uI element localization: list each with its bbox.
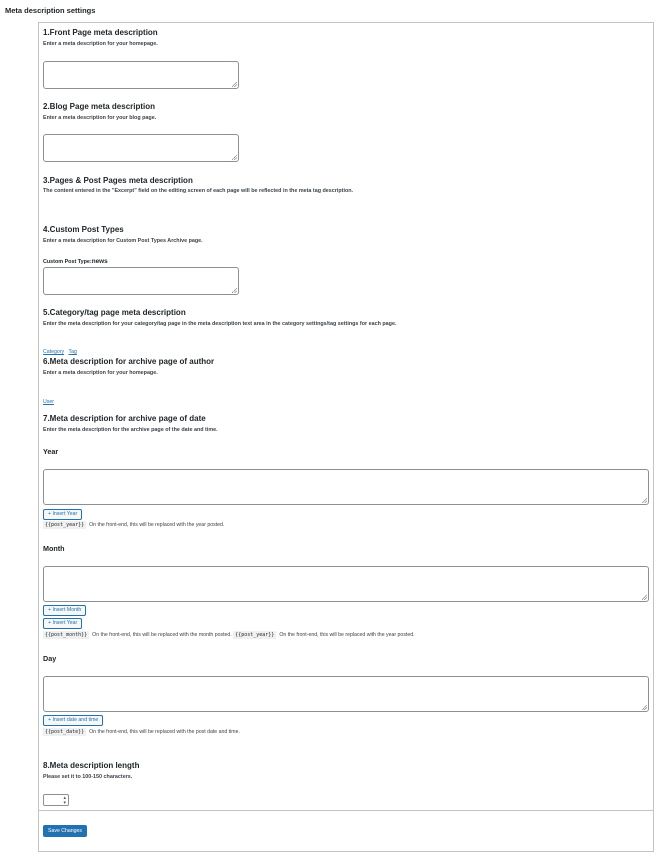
length-desc: Please set it to 100-150 characters.: [43, 774, 133, 780]
pages-posts-title: 3.Pages & Post Pages meta description: [43, 176, 193, 185]
month-year-tag: {{post_year}}: [235, 632, 275, 638]
day-label: Day: [43, 654, 57, 663]
author-desc: Enter a meta description for your homepage.: [43, 370, 158, 376]
save-changes-button[interactable]: Save Changes: [43, 825, 87, 837]
month-note-text: On the front-end, this will be replaced with the month posted.: [92, 632, 232, 638]
year-note: [43, 522, 224, 528]
insert-year-button[interactable]: + Insert Year: [43, 509, 82, 520]
front-page-desc: Enter a meta description for your homepage.: [43, 41, 158, 47]
tag-link[interactable]: Tag: [68, 349, 77, 355]
insert-month-button[interactable]: + Insert Month: [43, 605, 86, 616]
custom-post-label-name: news: [91, 258, 108, 265]
insert-month-year-button[interactable]: + Insert Year: [43, 618, 82, 629]
settings-form: [39, 23, 653, 811]
month-note: [43, 632, 415, 638]
custom-post-title: 4.Custom Post Types: [43, 225, 124, 234]
pages-posts-desc: The content entered in the "Excerpt" field on the editing screen of each page will be reflected in the meta tag description.: [43, 188, 354, 194]
custom-post-textarea[interactable]: [43, 267, 239, 295]
year-textarea[interactable]: [43, 469, 649, 505]
author-title: 6.Meta description for archive page of author: [43, 357, 215, 366]
custom-post-label-prefix: Custom Post Type:: [43, 259, 92, 265]
date-tag: {{post_date}}: [45, 729, 85, 735]
month-textarea[interactable]: [43, 566, 649, 602]
length-number-input[interactable]: [43, 794, 69, 806]
front-page-textarea[interactable]: [43, 61, 239, 89]
month-year-note-text: On the front-end, this will be replaced with the year posted.: [279, 632, 415, 638]
front-page-title: 1.Front Page meta description: [43, 28, 158, 37]
date-title: 7.Meta description for archive page of date: [43, 414, 206, 423]
category-desc: Enter the meta description for your category/tag page in the meta description text area in the category settings/tag settings for each page.: [43, 321, 397, 327]
year-label: Year: [43, 447, 59, 456]
month-tag: {{post_month}}: [45, 632, 88, 638]
date-desc: Enter the meta description for the archive page of the date and time.: [43, 427, 218, 433]
blog-page-textarea[interactable]: [43, 134, 239, 162]
day-textarea[interactable]: [43, 676, 649, 712]
category-links: [43, 340, 77, 358]
day-note: [43, 729, 240, 735]
day-note-text: On the front-end, this will be replaced with the post date and time.: [89, 729, 240, 735]
blog-page-title: 2.Blog Page meta description: [43, 102, 156, 111]
month-label: Month: [43, 544, 65, 553]
length-title: 8.Meta description length: [43, 761, 140, 770]
year-tag: {{post_year}}: [45, 522, 85, 528]
blog-page-desc: Enter a meta description for your blog page.: [43, 115, 157, 121]
custom-post-desc: Enter a meta description for Custom Post Types Archive page.: [43, 238, 203, 244]
user-link[interactable]: User: [43, 399, 54, 405]
year-note-text: On the front-end, this will be replaced with the year posted.: [89, 522, 225, 528]
page-title: Meta description settings: [5, 6, 96, 15]
custom-post-field-label: [43, 258, 108, 265]
author-links: [43, 390, 54, 408]
category-title: 5.Category/tag page meta description: [43, 308, 186, 317]
category-link[interactable]: Category: [43, 349, 65, 355]
spinner-arrows-icon[interactable]: ▴ ▾: [63, 795, 66, 806]
insert-date-time-button[interactable]: + Insert date and time: [43, 715, 103, 726]
settings-panel: [38, 22, 654, 852]
